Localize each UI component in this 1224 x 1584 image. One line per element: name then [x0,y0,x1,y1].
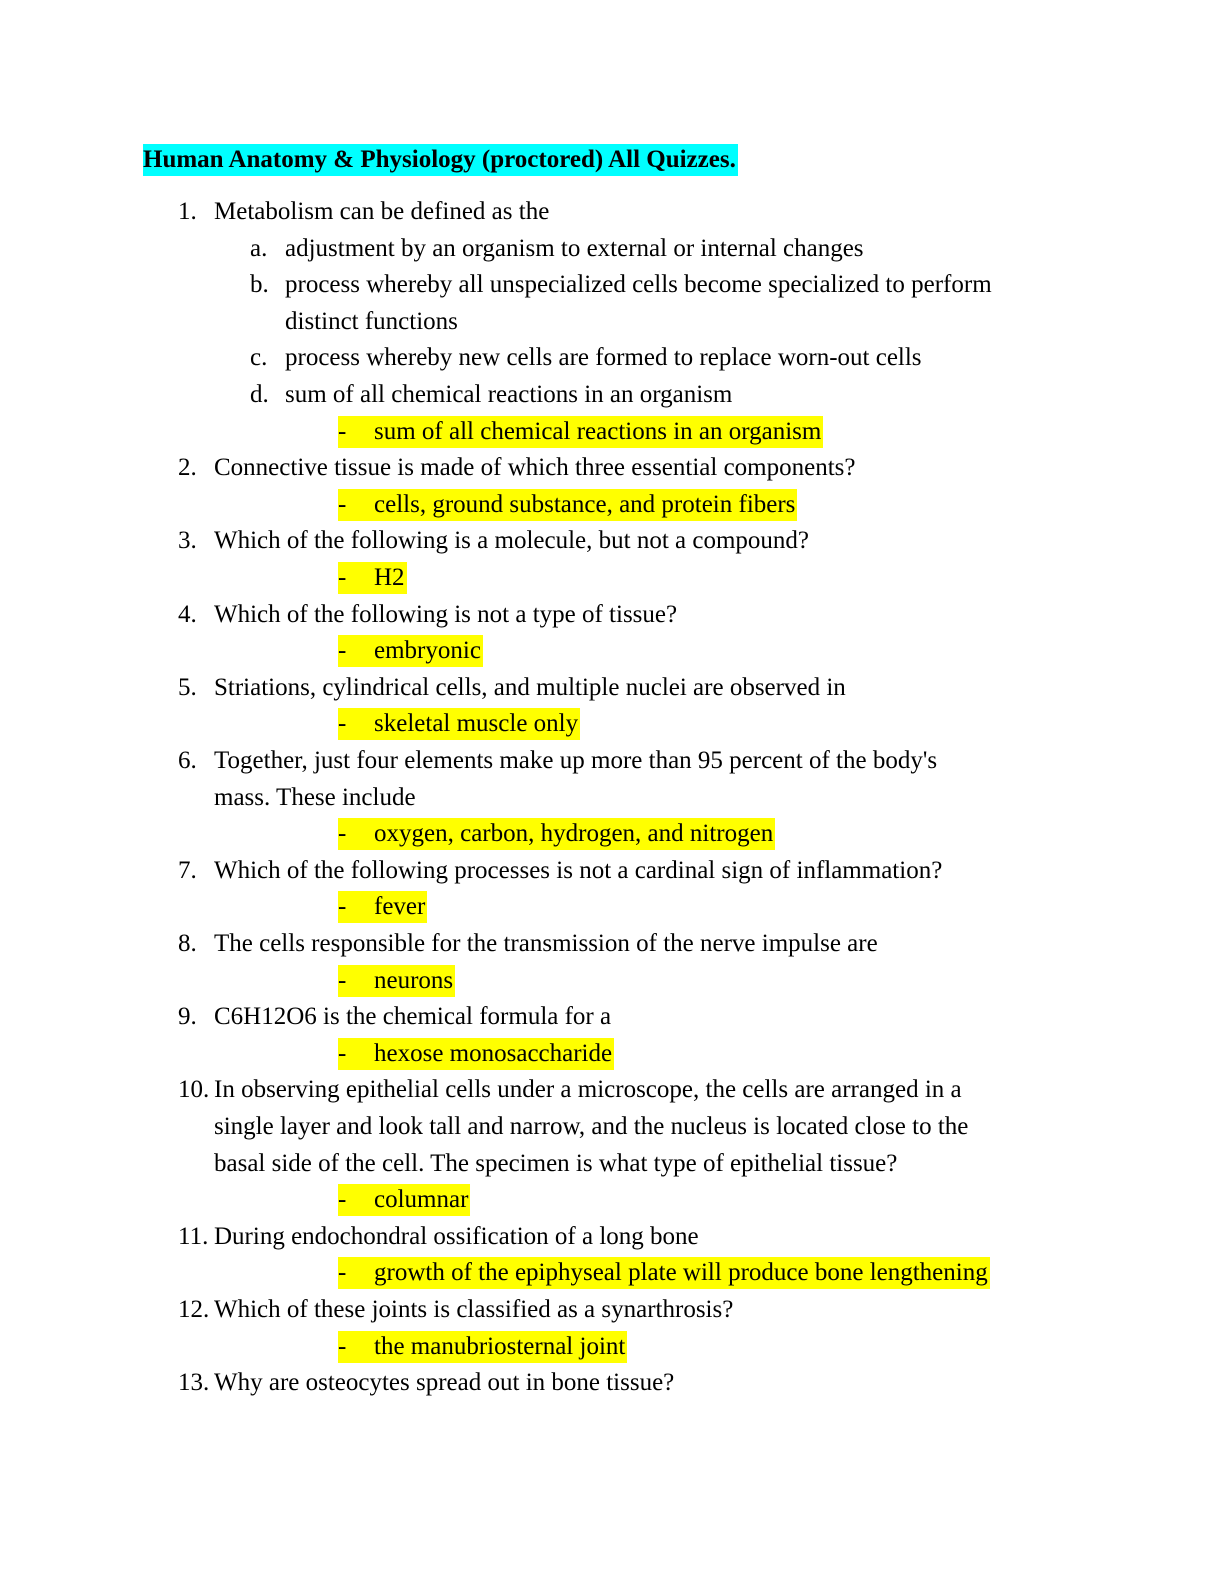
option-letter: b. [250,271,269,298]
question-number: 11. [178,1223,209,1250]
answer-dash: - [338,637,347,664]
question-text: During endochondral ossification of a long bone [214,1223,699,1250]
question-number: 5. [178,674,197,701]
answer-dash: - [338,967,347,994]
question-text: In observing epithelial cells under a microscope, the cells are arranged in a [214,1076,962,1103]
option-text: sum of all chemical reactions in an organism [285,381,733,408]
answer-text: skeletal muscle only [374,710,579,737]
question-text: Striations, cylindrical cells, and multiple nuclei are observed in [214,674,846,701]
question-number: 9. [178,1003,197,1030]
answer-dash: - [338,418,347,445]
option-text: distinct functions [285,308,458,335]
answer-highlight [338,1331,627,1363]
question-text: Which of the following is a molecule, but not a compound? [214,527,809,554]
question-text: mass. These include [214,784,416,811]
question-text: The cells responsible for the transmission of the nerve impulse are [214,930,878,957]
question-text: single layer and look tall and narrow, and the nucleus is located close to the [214,1113,969,1140]
answer-dash: - [338,1259,347,1286]
question-text: Metabolism can be defined as the [214,198,550,225]
answer-highlight [338,1184,470,1216]
question-number: 1. [178,198,197,225]
answer-text: columnar [374,1186,469,1213]
option-text: adjustment by an organism to external or internal changes [285,235,864,262]
answer-dash: - [338,1040,347,1067]
answer-highlight [338,1038,614,1070]
question-number: 13. [178,1369,210,1396]
answer-dash: - [338,1333,347,1360]
option-letter: d. [250,381,269,408]
option-text: process whereby new cells are formed to replace worn-out cells [285,344,922,371]
question-text: C6H12O6 is the chemical formula for a [214,1003,612,1030]
answer-text: hexose monosaccharide [374,1040,613,1067]
question-number: 8. [178,930,197,957]
answer-text: oxygen, carbon, hydrogen, and nitrogen [374,820,774,847]
question-text: Which of these joints is classified as a synarthrosis? [214,1296,734,1323]
question-text: basal side of the cell. The specimen is what type of epithelial tissue? [214,1150,898,1177]
answer-text: H2 [374,564,405,591]
answer-dash: - [338,491,347,518]
answer-text: fever [374,893,426,920]
question-number: 2. [178,454,197,481]
question-number: 7. [178,857,197,884]
question-number: 3. [178,527,197,554]
question-text: Why are osteocytes spread out in bone tissue? [214,1369,675,1396]
question-text: Which of the following processes is not a cardinal sign of inflammation? [214,857,943,884]
question-text: Together, just four elements make up more than 95 percent of the body's [214,747,938,774]
question-text: Connective tissue is made of which three essential components? [214,454,856,481]
answer-highlight [338,416,823,448]
question-number: 10. [178,1076,210,1103]
question-number: 6. [178,747,197,774]
answer-text: neurons [374,967,454,994]
answer-highlight [338,965,455,997]
document-title: Human Anatomy & Physiology (proctored) All Quizzes. [143,144,738,176]
answer-dash: - [338,893,347,920]
answer-dash: - [338,1186,347,1213]
answer-highlight [338,818,775,850]
option-letter: c. [250,344,268,371]
answer-dash: - [338,820,347,847]
answer-text: the manubriosternal joint [374,1333,626,1360]
answer-highlight [338,1257,990,1289]
answer-dash: - [338,564,347,591]
answer-dash: - [338,710,347,737]
answer-highlight [338,635,483,667]
answer-text: cells, ground substance, and protein fibers [374,491,796,518]
answer-highlight [338,708,580,740]
answer-text: embryonic [374,637,481,664]
option-letter: a. [250,235,268,262]
option-text: process whereby all unspecialized cells become specialized to perform [285,271,992,298]
answer-highlight [338,562,407,594]
answer-highlight [338,891,427,923]
question-number: 4. [178,601,197,628]
answer-text: growth of the epiphyseal plate will produce bone lengthening [374,1259,988,1286]
answer-highlight [338,489,797,521]
question-number: 12. [178,1296,210,1323]
answer-text: sum of all chemical reactions in an organism [374,418,822,445]
question-text: Which of the following is not a type of tissue? [214,601,678,628]
